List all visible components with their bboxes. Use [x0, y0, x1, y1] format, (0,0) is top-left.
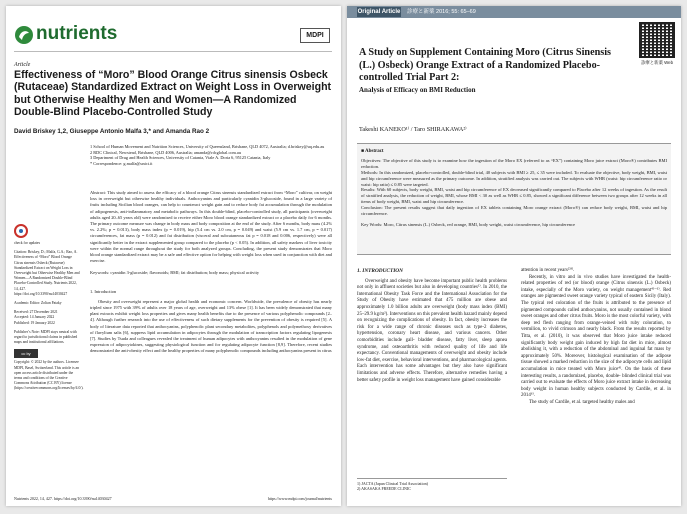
publisher-badge: MDPI: [300, 28, 330, 43]
body-paragraph: Overweight and obesity have become important public health problems not only in affluent societies but also in developing countries¹⁾. In 2010, the International Obesity Task Force and the International Association for the Study of Obesity have estimated that 475 million are obese and approximately 1.0 billion adults are overweight (body mass index (BMI) 25–29.9 kg/m²). Interventions on this prevalent health hazard mainly depend on recognizing the complications of obesity. In fact, obesity increases the risk for a wide range of chronic diseases such as type-2 diabetes, hypertension, coronary heart disease, and various cancers. Other comorbidities include gall- bladder disease, fatty liver, sleep apnea syndrome, and osteoarthritis with reduced quality of life and life expectancy. Conventional managements of overweight and obesity include low-fat diet, exercise, behavioral interventions, and pharmacological agents. Each intervention has some advantages but they also have significant limitations and adverse effects. Therefore, alternative remedies having a better safety profile in weight loss management have gained considerable: [357, 278, 507, 383]
abstract-box: [357, 143, 671, 255]
affiliation-line: 3 Department of Drug and Health Sciences, University of Catania, Viale A. Doria 6, 95125 Catania, Italy: [90, 155, 271, 161]
author-list: David Briskey 1,2, Giuseppe Antonio Malfa 3,* and Amanda Rao 2: [14, 128, 210, 135]
received-date: Received: 27 December 2021: [14, 310, 58, 315]
body-paragraph: The study of Cardile, et al. targeted healthy males and: [529, 399, 635, 405]
published-date: Published: 19 January 2022: [14, 320, 55, 325]
section-heading: 1. INTRODUCTION: [357, 268, 403, 274]
article-body: [90, 190, 332, 355]
abstract-methods: Methods: In this randomized, placebo-controlled, double-blind trial, 40 subjects with BMI ≥ 25, ≤ 35 were included. To evaluate the objective, body weight, BMI, waist and hip circumference were measured as the primary outcome. In addition, stratified analysis was carried out. The subjects with WHR (waist: hip circumference ratio or waist: hip ratio) ≤ 0.85 were targeted.: [361, 169, 667, 187]
article-sidebar: [14, 224, 84, 396]
publisher-note: Publisher’s Note: MDPI stays neutral with regard to jurisdictional claims in published maps and institutional affiliations.: [14, 329, 78, 345]
abstract-heading: ■ Abstract: [361, 149, 384, 154]
affiliation-line: 1 School of Human Movement and Nutrition Sciences, University of Queensland, Brisbane, QLD 4072, Australia; d.briskey@uq.edu.au: [90, 144, 325, 149]
check-updates-icon[interactable]: [14, 224, 28, 238]
footnote-line: 1) JACTA (Japan Clinical Trial Association): [357, 481, 428, 486]
footer-journal-link[interactable]: https://www.mdpi.com/journal/nutrients: [267, 496, 332, 501]
article-type-tag: Original Article: [357, 9, 401, 15]
body-column-right: [521, 268, 671, 406]
nutrients-logo-icon: [14, 25, 34, 45]
article-subtitle: Analysis of Efficacy on BMI Reduction: [359, 86, 476, 94]
abstract-objectives: Objectives: The objective of this study is to examine how the ingestion of the Moro EX (referred to as “EX”) containing Moro juice extract (Moro®) contributes BMI reduction.: [361, 157, 667, 169]
journal-header: [14, 22, 332, 52]
article-type: Article: [14, 62, 31, 68]
section-heading: 1. Introduction: [90, 288, 117, 294]
journal-citation: 診療と新薬 2016; 55: 65–69: [407, 9, 476, 15]
right-article-page: [347, 6, 681, 506]
body-paragraph: Obesity and overweight represent a major global health and economic concern. Worldwide, the prevalence of obesity has nearly tripled since 1975 with 39% of adults over 18 years of age, overweight and 13% obese [1]. It has been widely demonstrated that many plant extracts exhibit weight loss properties and gives many health benefits due to the presence of various polyphenolic compounds [2–4]. Although further research into the use of effectiveness of such dietary supplements for the prevention of obesity is required [5]. A body of literature data reported that anthocyanins, polyphenolic plant secondary metabolites, polyphenols and polymethoxy derivatives of flavylium salts [6], suppress lipid accumulation in adipocytes through the modulation of transcription factors regulating lipogenesis [7]. Studies by Tsuda and colleagues revealed the treatment of human adipocytes with anthocyanins resulted in the modulation of gene expression of adipocytokines, suggesting physiological function and for regulating adipocyte function [8,9]. Therefore, recent studies demonstrated the anti-obesity effect and the healthy properties of many polyphenolic compounds including anthocyanins present in citrus: [90, 298, 332, 354]
keywords-line: Key Words: Moro, Citrus sinensis (L.) Osbeck, red orange, BMI, body weight, waist circumference, hip circumference: [361, 221, 575, 227]
affiliations: [90, 144, 330, 166]
affiliation-line: 2 RDC Clinical, Newstead, Brisbane, QLD 4006, Australia; amanda@rdcglobal.com.au: [90, 149, 241, 155]
footnote-line: 2) AKASAKA FREEDE CLINIC: [357, 486, 411, 491]
footer-citation[interactable]: Nutrients 2022, 14, 427. https://doi.org/10.3390/nu14030427: [14, 496, 112, 501]
check-updates-label[interactable]: check for updates: [14, 241, 41, 245]
article-dates: [14, 310, 80, 326]
copyright-text: Copyright: © 2022 by the authors. Licensee MDPI, Basel, Switzerland. This article is an open access article distributed under the terms and conditions of the Creative Commons Attribution (CC BY) license (https://creativecommons.org/licenses/by/4.0/).: [14, 360, 84, 391]
qr-code-label: 診療と新薬 Web: [640, 60, 674, 65]
journal-header-bar: [347, 6, 681, 18]
footnotes: [357, 478, 507, 491]
academic-editor: Academic Editor: Zoltan Pataky: [14, 301, 62, 306]
keywords-line: Keywords: cyanidin 3-glucoside; flavonoids; BMI; fat distribution; body mass; physical activity: [90, 270, 260, 276]
abstract-results: Results: With 60 subjects, body weight, BMI, waist and hip circumference of EX decreased significantly compared to Placebo after 12 weeks of ingestion. As the result of stratified analysis, the reduction of weight, BMI, whose BMI < 30 as well as WHR ≤ 0.85, showed a significant difference between two groups after 12 weeks in all items of body weight, BMI, waist and hip circumference.: [361, 187, 667, 205]
page-footer: [14, 496, 332, 501]
citation-text: Citation: Briskey, D.; Malfa, G.A.; Rao, A. Effectiveness of “Moro” Blood Orange Citrus sinensis Osbeck (Rutaceae) Standardized Extract on Weight Loss in Overweight but Otherwise Healthy Men and Women—A Randomized Double-Blind Placebo-Controlled Study. Nutrients 2022, 14, 427. https://doi.org/10.3390/nu14030427: [14, 250, 80, 296]
body-paragraph: Recently, in vitro and in vivo studies have investigated the health-related properties of red (or blood) orange (Citrus sinensis (L.) Osbeck) intake, especially of the Moro variety, on weight management⁴⁾⁻⁶⁾. Red oranges are pigmented sweet orange variety typical of eastern Sicily (Italy). The typical red coloration of the fruits is attributed to the presence of pigmented compounds called anthocyanins, not usually contained in blond sweet oranges and other citrus fruits. Moro is the most colorful variety, with deep red flesh ranging from orange-veined with ruby coloration, to vermilion, to vivid crimson and nearly black. From the results reported by Titta, et al. (2010), it was observed that Moro juice intake reduced significantly body weight gain induced by high fat diet in mice, almost abolishing it, with a reduction of the abdominal and inguinal fat mass by approximately 50%. Moreover, histological examination of the adipose tissue showed a marked reduction in the size of the adipocyte cells and lipid accumulation in mice treated with Moro juice⁴⁾. On the basis of these interesting results, a randomized, placebo, double- blinded clinical trial was carried out to evaluate the effects of Moro juice extract intake in decreasing body weight in human healthy subjects conducted by Cardile, et al. in 2014⁶⁾.: [521, 274, 671, 399]
body-paragraph: attention in recent years²⁾³⁾.: [521, 268, 575, 273]
journal-logo-text: nutrients: [36, 23, 118, 44]
article-title: Effectiveness of “Moro” Blood Orange Citrus sinensis Osbeck (Rutaceae) Standardized Extract on Weight Loss in Overweight but Otherwise Healthy Men and Women—A Randomized Double-Blind Placebo-Controlled Study: [14, 69, 332, 119]
cc-by-license-icon[interactable]: cc by: [14, 349, 38, 358]
qr-code-icon[interactable]: [639, 22, 675, 58]
abstract-conclusion: Conclusion: The present results suggest that daily ingestion of EX tablets containing Moro orange extract (Moro®) can reduce body weight, BMI, waist and hip circumference.: [361, 205, 667, 217]
body-column-left: [357, 268, 507, 384]
author-list: Takeshi KANEKO¹⁾ / Taro SHIRAKAWA²⁾: [359, 126, 467, 133]
correspondence-line: * Correspondence: g.malfa@unict.it: [90, 160, 153, 166]
accepted-date: Accepted: 14 January 2022: [14, 315, 55, 320]
left-article-page: [6, 6, 341, 506]
abstract-paragraph: Abstract: This study aimed to assess the efficacy of a blood orange Citrus sinensis standardized extract from “Moro” cultivar, on weight loss in overweight but otherwise healthy individuals. Anthocyanins and particularly cyanidin 3-glucoside, found in a large variety of fruits including Sicilian blood oranges, can help to counteract weight gain and to reduce body fat accumulation through the modulation of adipogenesis, anti-inflammatory and metabolic pathways. In this double-blind, placebo-controlled study, all participants (overweight adults aged 20–65 years old) were randomised to receive either Moro blood orange standardized extract or a placebo daily for 6 months. The primary outcome measure was change in body mass and body composition at the end of the study. After 6 months, body mass (4.2% vs. 2.2%; p = 0.013), body mass index (p = 0.019), hip (5.4 cm vs. 2.0 cm, p = 0.049) and waist (5.9 cm vs. 1.7 cm, p = 0.017) circumferences, fat mass (p = 0.012) and fat distribution (visceral and subcutaneous fat p = 0.018 and 0.006, respectively) were all significantly better in the extract supplemented group compared to the placebo (p < 0.05). In addition, all safety markers of liver toxicity were within the normal range throughout the study for both analyzed groups. Concluding, the present study demonstrates that Moro blood orange standardized extract may be a safe and effective option for helping with weight loss when used in conjunction with diet and exercise.: [90, 190, 332, 264]
article-title: A Study on Supplement Containing Moro (Citrus Sinensis (L.) Osbeck) Orange Extract of a Randomized Placebo-controlled Trial Part 2:: [359, 47, 612, 83]
